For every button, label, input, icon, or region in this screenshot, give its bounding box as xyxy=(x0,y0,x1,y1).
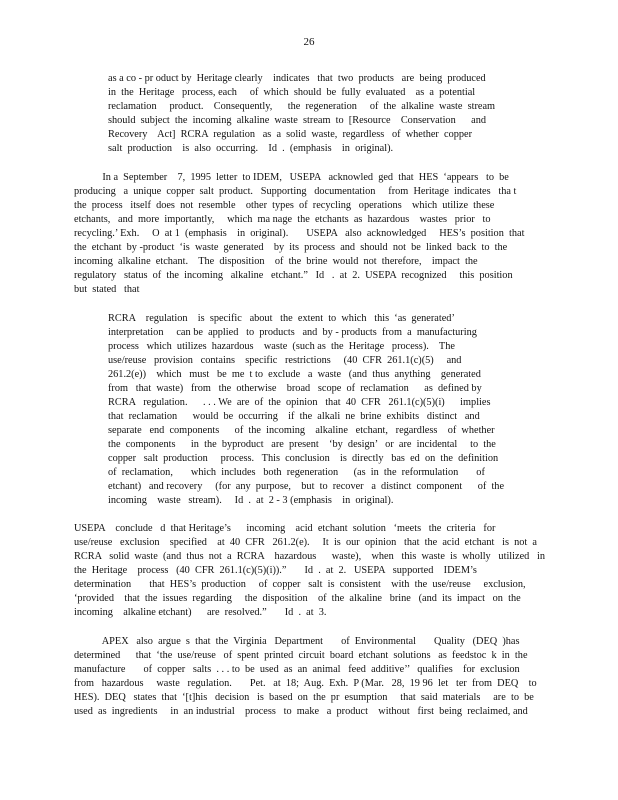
quote-line: of reclamation, which includes both regeneration (as in the reformulation of xyxy=(108,467,485,478)
paragraph-line: etchants, and more importantly, which ma nage the etchants as hazardous wastes prior to xyxy=(74,214,491,225)
quote-line: etchant) and recovery (for any purpose, but to recover a distinct component of the xyxy=(108,481,505,492)
paragraph-line: ‘provided that the issues regarding the disposition of the alkaline brine (and its impact on the xyxy=(74,593,521,604)
quote-line: RCRA regulation. . . . We are of the opinion that 40 CFR 261.1(c)(5)(i) implies xyxy=(108,397,491,408)
paragraph-line: manufacture of copper salts . . . to be used as an animal feed additive’’ qualifies for exclusion xyxy=(74,664,520,675)
paragraph-line: the etchant by -product ‘is waste generated by its process and should not be linked back to the xyxy=(74,242,508,253)
paragraph-line: RCRA solid waste (and thus not a RCRA hazardous waste), when this waste is wholly utilized in xyxy=(74,551,546,562)
paragraph-line: regulatory status of the incoming alkaline etchant.” Id . at 2. USEPA recognized this position xyxy=(74,270,513,281)
quote-line: should subject the incoming alkaline waste stream to [Resource Conservation and xyxy=(108,115,487,126)
paragraph-line: incoming alkaline etchant) are resolved.” Id . at 3. xyxy=(74,607,327,618)
quote-line: the components in the byproduct are present ‘by design’ or are incidental to the xyxy=(108,439,496,450)
quote-line: salt production is also occurring. Id . (emphasis in original). xyxy=(108,143,394,154)
paragraph-line: the process itself does not resemble other types of recycling operations which utilize these xyxy=(74,200,495,211)
paragraph-line: determined that ‘the use/reuse of spent printed circuit board etchant solutions as feedstoc k in the xyxy=(74,650,528,661)
quote-line: separate end components of the incoming alkaline etchant, regardless of whether xyxy=(108,425,495,436)
paragraph-line: determination that HES’s production of copper salt is consistent with the use/reuse exclusion, xyxy=(74,579,526,590)
paragraph-line: producing a unique copper salt product. Supporting documentation from Heritage indicates tha t xyxy=(74,186,517,197)
paragraph-line: USEPA conclude d that Heritage’s incoming acid etchant solution ‘meets the criteria for xyxy=(74,523,496,534)
quote-line: incoming waste stream). Id . at 2 - 3 (emphasis in original). xyxy=(108,495,394,506)
paragraph-line: but stated that xyxy=(74,284,140,295)
quote-line: copper salt production process. This conclusion is directly bas ed on the definition xyxy=(108,453,499,464)
quote-line: 261.2(e)) which must be me t to exclude a waste (and thus anything generated xyxy=(108,369,481,380)
quote-line: as a co - pr oduct by Heritage clearly indicates that two products are being produced xyxy=(108,73,486,84)
quote-line: Recovery Act] RCRA regulation as a solid waste, regardless of whether copper xyxy=(108,129,473,140)
quote-line: in the Heritage process, each of which should be fully evaluated as a potential xyxy=(108,87,476,98)
quote-line: RCRA regulation is specific about the extent to which this ‘as generated’ xyxy=(108,313,455,324)
quote-line: that reclamation would be occurring if the alkali ne brine exhibits distinct and xyxy=(108,411,480,422)
paragraph-line: recycling.’ Exh. O at 1 (emphasis in original). USEPA also acknowledged HES’s position that xyxy=(74,228,525,239)
paragraph-line: use/reuse exclusion specified at 40 CFR 261.2(e). It is our opinion that the acid etchant is not a xyxy=(74,537,537,548)
paragraph-line: the Heritage process (40 CFR 261.1(c)(5)(i)).” Id . at 2. USEPA supported IDEM’s xyxy=(74,565,477,576)
quote-line: reclamation product. Consequently, the regeneration of the alkaline waste stream xyxy=(108,101,496,112)
paragraph-line: from hazardous waste regulation. Pet. at 18; Aug. Exh. P (Mar. 28, 19 96 let ter from DEQ to xyxy=(74,678,537,689)
paragraph-line: HES). DEQ states that ‘[t]his decision is based on the pr esumption that said materials are to be xyxy=(74,692,534,703)
paragraph-line: incoming alkaline etchant. The disposition of the brine would not therefore, impact the xyxy=(74,256,478,267)
paragraph-line: APEX also argue s that the Virginia Department of Environmental Quality (DEQ )has xyxy=(74,636,520,647)
page-number: 26 xyxy=(303,36,315,48)
quote-line: interpretation can be applied to products and by - products from a manufacturing xyxy=(108,327,477,338)
paragraph-line: used as ingredients in an industrial process to make a product without first being reclaimed, and xyxy=(74,706,528,717)
quote-line: from that waste) from the otherwise broad scope of reclamation as defined by xyxy=(108,383,482,394)
quote-line: use/reuse provision contains specific restrictions (40 CFR 261.1(c)(5) and xyxy=(108,355,462,366)
paragraph-line: In a September 7, 1995 letter to IDEM, USEPA acknowled ged that HES ‘appears to be xyxy=(74,172,509,183)
quote-line: process which utilizes hazardous waste (such as the Heritage process). The xyxy=(108,341,455,352)
